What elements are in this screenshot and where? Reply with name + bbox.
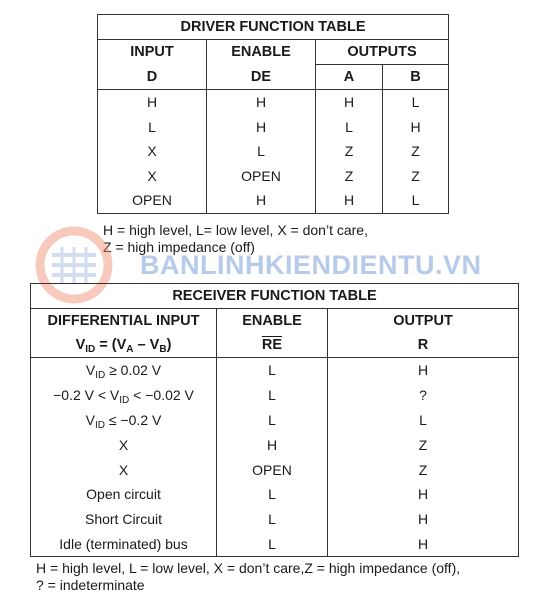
receiver-header-re: $\overline{RE}$ [217, 333, 328, 358]
driver-table-row [98, 164, 449, 189]
receiver-cell-differential-input: $V_{ID} \ge 0.02$ V [31, 358, 217, 383]
driver-table-row [98, 90, 449, 115]
receiver-cell-re: L [217, 532, 328, 557]
driver-cell-d: H [98, 90, 207, 115]
receiver-cell-differential-input: X [31, 432, 217, 457]
driver-cell-b: L [383, 188, 449, 213]
receiver-cell-differential-input: X [31, 457, 217, 482]
driver-header-a: A [316, 65, 383, 90]
driver-cell-d: X [98, 139, 207, 164]
receiver-table-row [31, 383, 519, 408]
driver-table-row [98, 188, 449, 213]
driver-header-outputs: OUTPUTS [316, 40, 449, 65]
driver-cell-de: H [207, 90, 316, 115]
receiver-table-title: RECEIVER FUNCTION TABLE [31, 284, 519, 309]
receiver-table-row [31, 358, 519, 383]
driver-table-row [98, 115, 449, 140]
driver-legend-line-1: H = high level, L= low level, X = don’t care, [103, 222, 368, 238]
driver-header-b: B [383, 65, 449, 90]
driver-header-de: DE [207, 65, 316, 90]
receiver-cell-r: H [328, 358, 519, 383]
receiver-legend-line-2: ? = indeterminate [36, 577, 145, 593]
receiver-legend-note [36, 560, 460, 594]
driver-cell-de: L [207, 139, 316, 164]
driver-cell-a: Z [316, 164, 383, 189]
receiver-cell-re: L [217, 507, 328, 532]
driver-table-row [98, 139, 449, 164]
receiver-header-vid-expression: $V_{ID} = (V_A - V_B)$ [31, 333, 217, 358]
receiver-cell-differential-input: Open circuit [31, 482, 217, 507]
receiver-table-row [31, 432, 519, 457]
driver-header-d: D [98, 65, 207, 90]
driver-cell-b: Z [383, 164, 449, 189]
receiver-cell-r: Z [328, 432, 519, 457]
receiver-cell-r: ? [328, 383, 519, 408]
receiver-table-row [31, 507, 519, 532]
receiver-header-output: OUTPUT [328, 309, 519, 334]
receiver-header-r: R [328, 333, 519, 358]
receiver-function-table [30, 283, 519, 557]
receiver-table-row [31, 482, 519, 507]
receiver-cell-re: L [217, 482, 328, 507]
driver-cell-a: L [316, 115, 383, 140]
receiver-table-row [31, 408, 519, 433]
receiver-cell-differential-input: −0.2 $V < V_{ID} < -0.02$ V [31, 383, 217, 408]
watermark-text: BANLINHKIENDIENTU.VN [140, 250, 482, 280]
receiver-cell-re: OPEN [217, 457, 328, 482]
receiver-cell-re: H [217, 432, 328, 457]
receiver-cell-r: Z [328, 457, 519, 482]
driver-cell-de: H [207, 188, 316, 213]
driver-cell-a: H [316, 90, 383, 115]
receiver-cell-re: L [217, 408, 328, 433]
driver-cell-b: L [383, 90, 449, 115]
driver-cell-d: L [98, 115, 207, 140]
driver-header-enable: ENABLE [207, 40, 316, 65]
receiver-cell-differential-input: $V_{ID} \le -0.2$ V [31, 408, 217, 433]
driver-cell-d: X [98, 164, 207, 189]
driver-function-table [97, 14, 449, 214]
driver-cell-a: Z [316, 139, 383, 164]
driver-cell-b: Z [383, 139, 449, 164]
receiver-table-row [31, 532, 519, 557]
receiver-cell-r: H [328, 507, 519, 532]
driver-cell-a: H [316, 188, 383, 213]
receiver-cell-re: L [217, 358, 328, 383]
driver-cell-d: OPEN [98, 188, 207, 213]
receiver-table-row [31, 457, 519, 482]
driver-cell-de: H [207, 115, 316, 140]
driver-header-input: INPUT [98, 40, 207, 65]
receiver-cell-differential-input: Idle (terminated) bus [31, 532, 217, 557]
receiver-header-differential-input: DIFFERENTIAL INPUT [31, 309, 217, 334]
receiver-header-enable: ENABLE [217, 309, 328, 334]
receiver-cell-r: H [328, 532, 519, 557]
receiver-cell-re: L [217, 383, 328, 408]
receiver-legend-line-1: H = high level, L = low level, X = don’t care,Z = high impedance (off), [36, 560, 461, 576]
receiver-cell-r: L [328, 408, 519, 433]
driver-cell-de: OPEN [207, 164, 316, 189]
receiver-cell-differential-input: Short Circuit [31, 507, 217, 532]
driver-legend-line-2: Z = high impedance (off) [103, 239, 255, 255]
receiver-cell-r: H [328, 482, 519, 507]
driver-cell-b: H [383, 115, 449, 140]
driver-table-title: DRIVER FUNCTION TABLE [98, 15, 449, 40]
